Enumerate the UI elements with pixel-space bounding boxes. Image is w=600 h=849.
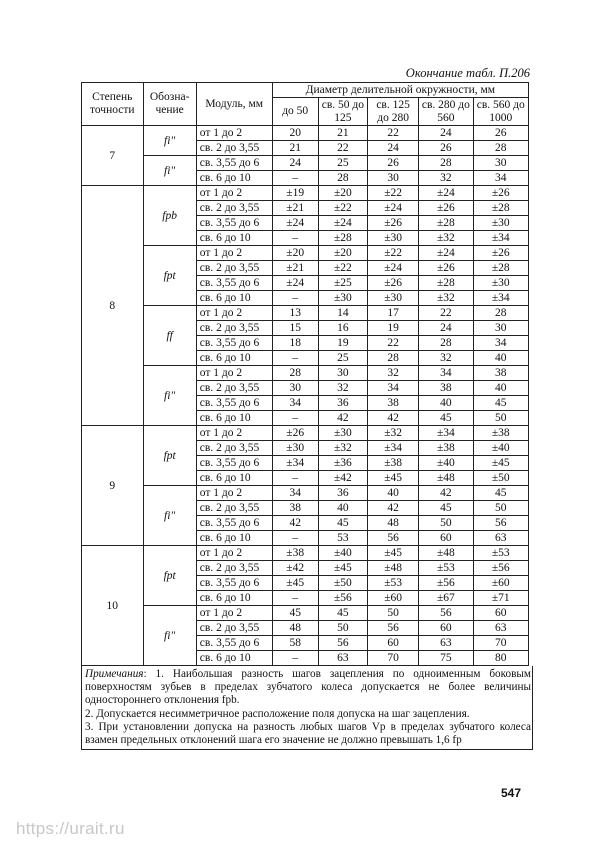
- value-cell: 28: [367, 351, 418, 366]
- value-cell: 60: [419, 531, 473, 546]
- value-cell: 26: [367, 156, 418, 171]
- value-cell: 14: [318, 306, 367, 321]
- value-cell: 56: [473, 516, 528, 531]
- value-cell: ±20: [318, 186, 367, 201]
- value-cell: 50: [473, 501, 528, 516]
- module-cell: св. 2 до 3,55: [196, 201, 272, 216]
- value-cell: 30: [473, 156, 528, 171]
- value-cell: 28: [473, 141, 528, 156]
- value-cell: 16: [318, 321, 367, 336]
- value-cell: ±56: [318, 591, 367, 606]
- value-cell: 70: [473, 636, 528, 651]
- value-cell: ±32: [419, 231, 473, 246]
- module-cell: св. 2 до 3,55: [196, 261, 272, 276]
- value-cell: 40: [473, 351, 528, 366]
- value-cell: 45: [318, 516, 367, 531]
- value-cell: ±24: [419, 186, 473, 201]
- module-cell: от 1 до 2: [196, 606, 272, 621]
- value-cell: 28: [318, 171, 367, 186]
- header-designation: Обозна-чение: [143, 83, 196, 126]
- value-cell: 40: [367, 486, 418, 501]
- value-cell: ±53: [419, 561, 473, 576]
- value-cell: ±53: [367, 576, 418, 591]
- module-cell: от 1 до 2: [196, 426, 272, 441]
- module-cell: от 1 до 2: [196, 486, 272, 501]
- module-cell: св. 3,55 до 6: [196, 636, 272, 651]
- value-cell: 19: [367, 321, 418, 336]
- value-cell: ±28: [419, 216, 473, 231]
- value-cell: 38: [473, 366, 528, 381]
- value-cell: 21: [318, 126, 367, 141]
- module-cell: св. 6 до 10: [196, 411, 272, 426]
- value-cell: 75: [419, 651, 473, 666]
- value-cell: 22: [367, 126, 418, 141]
- value-cell: ±42: [318, 471, 367, 486]
- value-cell: 22: [367, 336, 418, 351]
- value-cell: 30: [272, 381, 318, 396]
- header-module: Модуль, мм: [196, 83, 272, 126]
- value-cell: 45: [272, 606, 318, 621]
- table-row: [82, 126, 529, 141]
- notes-label: Примечания: [85, 668, 144, 680]
- module-cell: от 1 до 2: [196, 186, 272, 201]
- value-cell: 24: [367, 141, 418, 156]
- value-cell: ±30: [367, 291, 418, 306]
- value-cell: ±40: [419, 456, 473, 471]
- value-cell: 18: [272, 336, 318, 351]
- table-row: [82, 426, 529, 441]
- value-cell: 28: [272, 366, 318, 381]
- module-cell: св. 6 до 10: [196, 171, 272, 186]
- module-cell: св. 2 до 3,55: [196, 501, 272, 516]
- value-cell: ±26: [272, 426, 318, 441]
- value-cell: 17: [367, 306, 418, 321]
- watermark: https://urait.ru: [16, 819, 125, 838]
- header-range: св. 125 до 280: [367, 98, 418, 126]
- value-cell: 50: [419, 516, 473, 531]
- value-cell: 80: [473, 651, 528, 666]
- module-cell: св. 6 до 10: [196, 351, 272, 366]
- value-cell: 42: [318, 411, 367, 426]
- value-cell: 45: [473, 486, 528, 501]
- value-cell: ±30: [318, 426, 367, 441]
- note-2: 2. Допускается несимметричное расположение поля допуска на шаг зацепления.: [85, 707, 470, 720]
- value-cell: ±30: [367, 231, 418, 246]
- header-range: св. 50 до 125: [318, 98, 367, 126]
- value-cell: ±60: [473, 576, 528, 591]
- module-cell: от 1 до 2: [196, 246, 272, 261]
- value-cell: 30: [318, 366, 367, 381]
- module-cell: от 1 до 2: [196, 306, 272, 321]
- value-cell: 34: [473, 171, 528, 186]
- module-cell: св. 6 до 10: [196, 231, 272, 246]
- module-cell: от 1 до 2: [196, 126, 272, 141]
- value-cell: ±30: [473, 216, 528, 231]
- tolerance-table: [81, 82, 529, 666]
- value-cell: 38: [367, 396, 418, 411]
- value-cell: 42: [367, 411, 418, 426]
- value-cell: ±20: [272, 246, 318, 261]
- value-cell: ±50: [473, 471, 528, 486]
- value-cell: 24: [272, 156, 318, 171]
- header-range: до 50: [272, 98, 318, 126]
- value-cell: 34: [419, 366, 473, 381]
- module-cell: св. 6 до 10: [196, 531, 272, 546]
- value-cell: ±24: [367, 201, 418, 216]
- table-row: [82, 156, 529, 171]
- module-cell: св. 6 до 10: [196, 471, 272, 486]
- value-cell: –: [272, 351, 318, 366]
- value-cell: ±34: [473, 231, 528, 246]
- value-cell: 48: [272, 621, 318, 636]
- module-cell: св. 6 до 10: [196, 591, 272, 606]
- table-row: [82, 246, 529, 261]
- value-cell: ±34: [367, 441, 418, 456]
- value-cell: 24: [419, 321, 473, 336]
- value-cell: 45: [419, 501, 473, 516]
- value-cell: ±21: [272, 261, 318, 276]
- table-row: [82, 306, 529, 321]
- value-cell: 28: [473, 306, 528, 321]
- value-cell: ±24: [272, 276, 318, 291]
- value-cell: ±38: [367, 456, 418, 471]
- value-cell: –: [272, 411, 318, 426]
- table-row: [82, 186, 529, 201]
- module-cell: св. 2 до 3,55: [196, 141, 272, 156]
- value-cell: ±28: [473, 261, 528, 276]
- module-cell: св. 2 до 3,55: [196, 381, 272, 396]
- value-cell: 34: [367, 381, 418, 396]
- designation-cell: fpt: [143, 546, 196, 606]
- value-cell: ±22: [318, 261, 367, 276]
- value-cell: 50: [473, 411, 528, 426]
- page-number: 547: [500, 786, 521, 800]
- value-cell: ±67: [419, 591, 473, 606]
- note-3: 3. При установлении допуска на разность любых шагов Vp в пределах зубчатого колеса взамен предельных отклонений шага его значение не должно превышать 1,6 fp: [85, 720, 531, 747]
- value-cell: 42: [272, 516, 318, 531]
- value-cell: ±24: [272, 216, 318, 231]
- table-notes: [81, 666, 533, 750]
- value-cell: 30: [473, 321, 528, 336]
- value-cell: 56: [367, 531, 418, 546]
- value-cell: ±24: [419, 246, 473, 261]
- designation-cell: ff: [143, 306, 196, 366]
- value-cell: –: [272, 651, 318, 666]
- value-cell: –: [272, 291, 318, 306]
- value-cell: 28: [419, 156, 473, 171]
- value-cell: 50: [367, 606, 418, 621]
- value-cell: ±30: [318, 291, 367, 306]
- value-cell: 56: [419, 606, 473, 621]
- value-cell: 32: [318, 381, 367, 396]
- value-cell: 56: [367, 621, 418, 636]
- value-cell: ±34: [473, 291, 528, 306]
- module-cell: св. 3,55 до 6: [196, 396, 272, 411]
- value-cell: –: [272, 171, 318, 186]
- degree-cell: 7: [82, 126, 144, 186]
- value-cell: 25: [318, 156, 367, 171]
- value-cell: 32: [419, 171, 473, 186]
- value-cell: ±36: [318, 456, 367, 471]
- value-cell: 58: [272, 636, 318, 651]
- value-cell: ±38: [272, 546, 318, 561]
- value-cell: ±40: [473, 441, 528, 456]
- value-cell: 36: [318, 486, 367, 501]
- value-cell: 15: [272, 321, 318, 336]
- value-cell: ±48: [419, 471, 473, 486]
- value-cell: ±22: [367, 186, 418, 201]
- value-cell: 32: [367, 366, 418, 381]
- module-cell: св. 3,55 до 6: [196, 276, 272, 291]
- degree-cell: 10: [82, 546, 144, 666]
- header-range: св. 560 до 1000: [473, 98, 528, 126]
- value-cell: 25: [318, 351, 367, 366]
- designation-cell: fi": [143, 366, 196, 426]
- value-cell: 63: [473, 621, 528, 636]
- value-cell: 40: [473, 381, 528, 396]
- value-cell: ±40: [318, 546, 367, 561]
- degree-cell: 9: [82, 426, 144, 546]
- value-cell: 30: [367, 171, 418, 186]
- value-cell: ±26: [367, 216, 418, 231]
- value-cell: 48: [367, 516, 418, 531]
- value-cell: 63: [318, 651, 367, 666]
- value-cell: ±45: [367, 471, 418, 486]
- designation-cell: fpt: [143, 426, 196, 486]
- value-cell: ±30: [473, 276, 528, 291]
- value-cell: 34: [272, 486, 318, 501]
- value-cell: 38: [419, 381, 473, 396]
- value-cell: 60: [473, 606, 528, 621]
- value-cell: ±24: [318, 216, 367, 231]
- value-cell: ±53: [473, 546, 528, 561]
- header-range: св. 280 до 560: [419, 98, 473, 126]
- designation-cell: fi": [143, 606, 196, 666]
- table-row: [82, 486, 529, 501]
- value-cell: 45: [473, 396, 528, 411]
- value-cell: 70: [367, 651, 418, 666]
- value-cell: 53: [318, 531, 367, 546]
- value-cell: ±26: [367, 276, 418, 291]
- designation-cell: fpt: [143, 246, 196, 306]
- table-row: [82, 546, 529, 561]
- value-cell: ±26: [473, 186, 528, 201]
- value-cell: 63: [473, 531, 528, 546]
- value-cell: 42: [419, 486, 473, 501]
- value-cell: ±26: [419, 201, 473, 216]
- value-cell: ±28: [419, 276, 473, 291]
- table-row: [82, 366, 529, 381]
- module-cell: св. 2 до 3,55: [196, 321, 272, 336]
- value-cell: 45: [318, 606, 367, 621]
- module-cell: св. 3,55 до 6: [196, 336, 272, 351]
- value-cell: 19: [318, 336, 367, 351]
- table-caption: Окончание табл. П.206: [405, 66, 530, 80]
- value-cell: 32: [419, 351, 473, 366]
- value-cell: 40: [419, 396, 473, 411]
- value-cell: ±56: [419, 576, 473, 591]
- value-cell: ±45: [318, 561, 367, 576]
- value-cell: 28: [419, 336, 473, 351]
- value-cell: 63: [419, 636, 473, 651]
- value-cell: 20: [272, 126, 318, 141]
- value-cell: ±34: [419, 426, 473, 441]
- value-cell: ±19: [272, 186, 318, 201]
- value-cell: 26: [473, 126, 528, 141]
- value-cell: ±32: [318, 441, 367, 456]
- value-cell: –: [272, 471, 318, 486]
- value-cell: ±45: [473, 456, 528, 471]
- module-cell: св. 6 до 10: [196, 291, 272, 306]
- module-cell: св. 3,55 до 6: [196, 216, 272, 231]
- value-cell: ±30: [272, 441, 318, 456]
- module-cell: св. 2 до 3,55: [196, 621, 272, 636]
- value-cell: 60: [367, 636, 418, 651]
- value-cell: ±26: [473, 246, 528, 261]
- value-cell: –: [272, 231, 318, 246]
- value-cell: 45: [419, 411, 473, 426]
- value-cell: 21: [272, 141, 318, 156]
- value-cell: –: [272, 591, 318, 606]
- value-cell: ±28: [318, 231, 367, 246]
- value-cell: ±34: [272, 456, 318, 471]
- value-cell: 50: [318, 621, 367, 636]
- table-row: [82, 606, 529, 621]
- value-cell: 56: [318, 636, 367, 651]
- module-cell: св. 3,55 до 6: [196, 576, 272, 591]
- value-cell: ±50: [318, 576, 367, 591]
- module-cell: св. 3,55 до 6: [196, 516, 272, 531]
- degree-cell: 8: [82, 186, 144, 426]
- value-cell: –: [272, 531, 318, 546]
- header-degree: Степень точности: [82, 83, 144, 126]
- module-cell: св. 3,55 до 6: [196, 156, 272, 171]
- value-cell: ±45: [367, 546, 418, 561]
- value-cell: 34: [272, 396, 318, 411]
- value-cell: ±32: [367, 426, 418, 441]
- value-cell: 24: [419, 126, 473, 141]
- value-cell: ±20: [318, 246, 367, 261]
- header-diameter: Диаметр делительной окружности, мм: [272, 83, 528, 98]
- value-cell: 13: [272, 306, 318, 321]
- module-cell: св. 2 до 3,55: [196, 561, 272, 576]
- value-cell: 22: [419, 306, 473, 321]
- module-cell: от 1 до 2: [196, 366, 272, 381]
- value-cell: ±24: [367, 261, 418, 276]
- module-cell: от 1 до 2: [196, 546, 272, 561]
- value-cell: 26: [419, 141, 473, 156]
- value-cell: 40: [318, 501, 367, 516]
- value-cell: ±60: [367, 591, 418, 606]
- value-cell: ±48: [367, 561, 418, 576]
- value-cell: ±56: [473, 561, 528, 576]
- value-cell: 42: [367, 501, 418, 516]
- module-cell: св. 6 до 10: [196, 651, 272, 666]
- value-cell: ±45: [272, 576, 318, 591]
- value-cell: 34: [473, 336, 528, 351]
- value-cell: ±25: [318, 276, 367, 291]
- value-cell: ±42: [272, 561, 318, 576]
- value-cell: ±71: [473, 591, 528, 606]
- value-cell: ±38: [419, 441, 473, 456]
- value-cell: ±32: [419, 291, 473, 306]
- module-cell: св. 3,55 до 6: [196, 456, 272, 471]
- value-cell: ±28: [473, 201, 528, 216]
- designation-cell: fi": [143, 126, 196, 156]
- value-cell: 60: [419, 621, 473, 636]
- value-cell: ±38: [473, 426, 528, 441]
- value-cell: ±22: [318, 201, 367, 216]
- designation-cell: fi": [143, 156, 196, 186]
- value-cell: ±22: [367, 246, 418, 261]
- designation-cell: fi": [143, 486, 196, 546]
- value-cell: 22: [318, 141, 367, 156]
- value-cell: 36: [318, 396, 367, 411]
- value-cell: 38: [272, 501, 318, 516]
- value-cell: ±26: [419, 261, 473, 276]
- module-cell: св. 2 до 3,55: [196, 441, 272, 456]
- value-cell: ±48: [419, 546, 473, 561]
- designation-cell: fpb: [143, 186, 196, 246]
- value-cell: ±21: [272, 201, 318, 216]
- note-1: : 1. Наибольшая разность шагов зацепления по одноименным боковым поверхностям зубьев в пределах зубчатого колеса допускается не более величины одностороннего отклонения fpb.: [85, 668, 531, 707]
